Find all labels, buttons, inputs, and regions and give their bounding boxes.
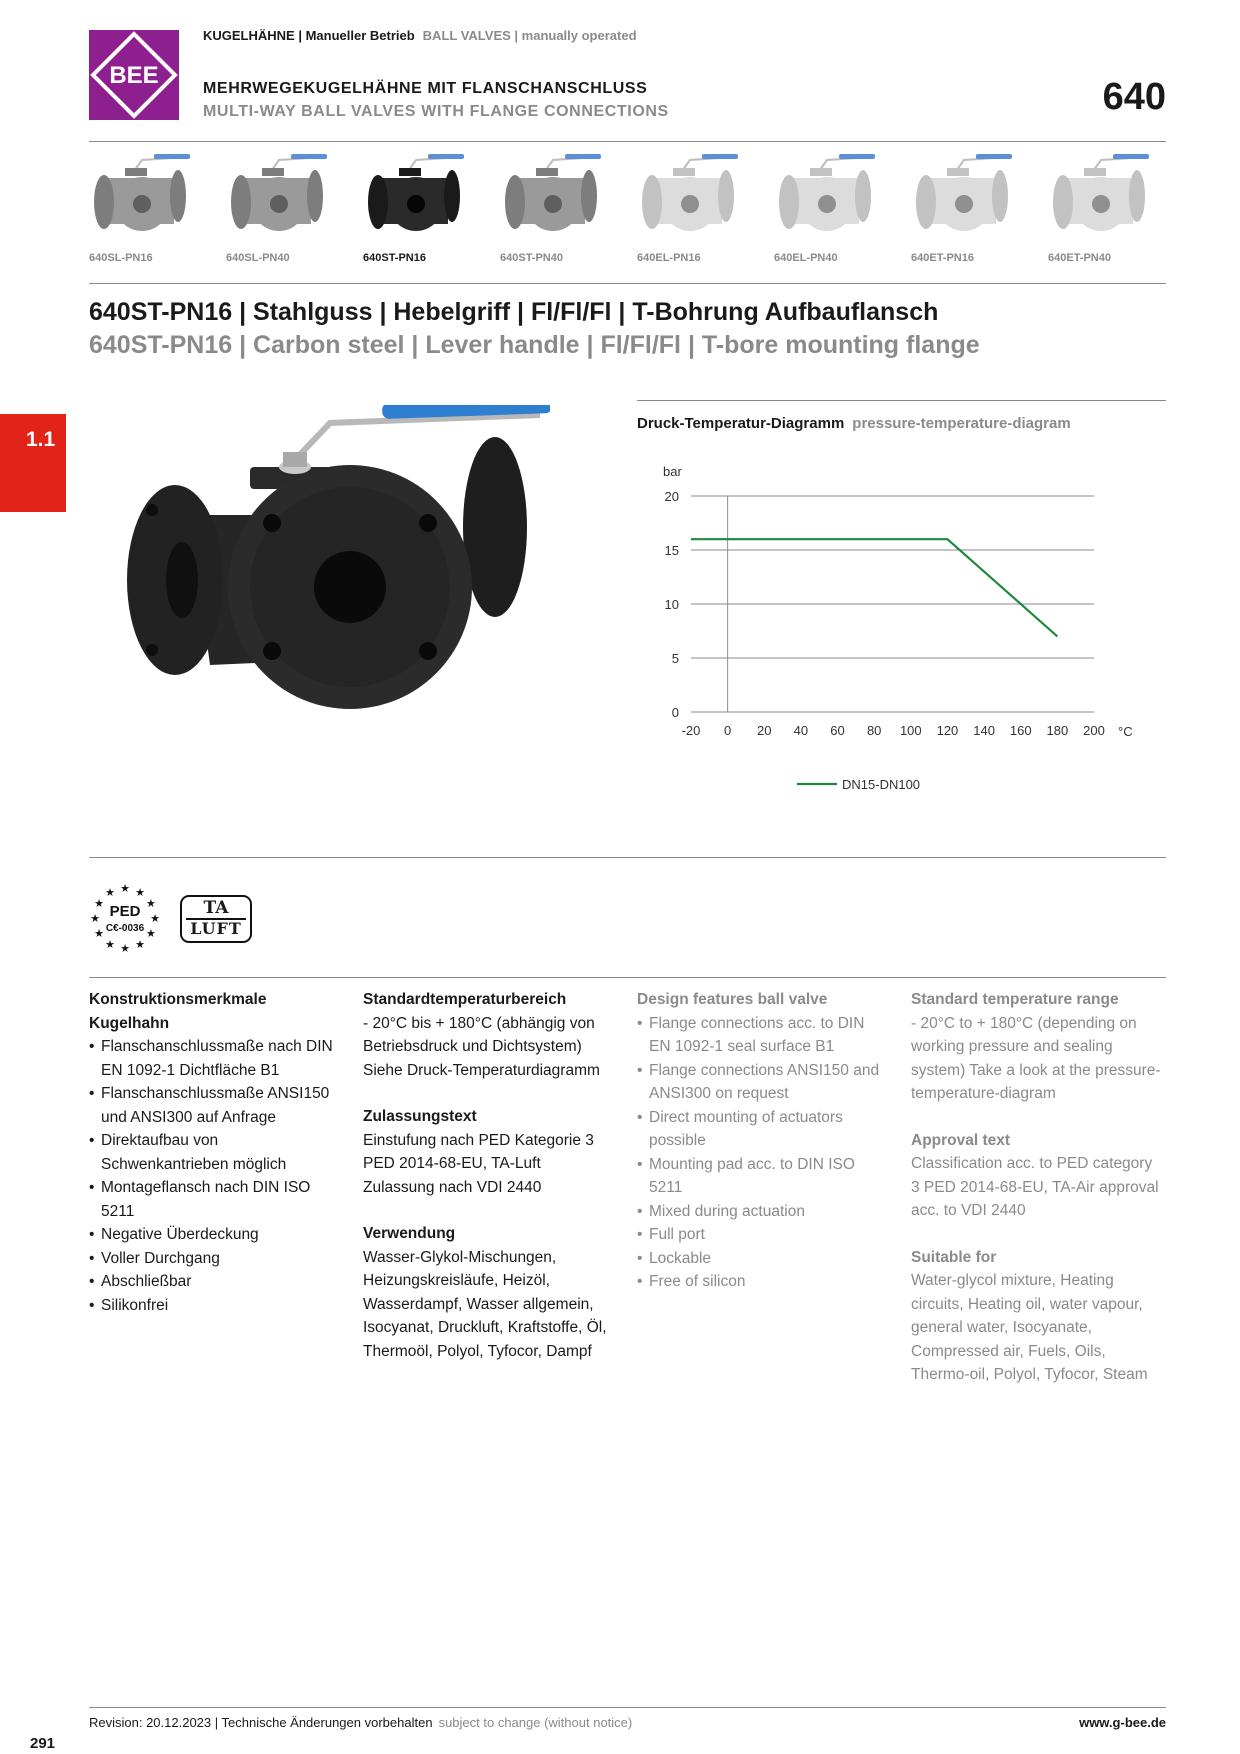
pressure-temperature-chart [637, 455, 1157, 805]
feature-item: • Full port [637, 1223, 889, 1247]
feature-item: • Flange connections ANSI150 and ANSI300 on request [637, 1059, 889, 1106]
temperature-text: - 20°C to + 180°C (depending on working pressure and sealing system) Take a look at the pressure-temperature-diagram [911, 1014, 1161, 1102]
y-tick-label: 20 [664, 489, 679, 504]
column-heading: Suitable for [911, 1248, 997, 1266]
variant-label: 640EL-PN40 [774, 252, 838, 264]
chapter-number: 1.1 [26, 428, 56, 451]
x-tick-label: 180 [1046, 723, 1069, 738]
feature-item: • Voller Durchgang [89, 1247, 341, 1271]
star-icon: ★ [120, 942, 130, 955]
bee-logo [89, 30, 179, 120]
variant-thumbnail[interactable] [637, 152, 757, 272]
variant-label: 640SL-PN16 [89, 252, 153, 264]
column-heading: Verwendung [363, 1225, 456, 1242]
page-number: 291 [30, 1735, 56, 1752]
variant-thumbnail[interactable] [911, 152, 1031, 272]
star-icon: ★ [94, 897, 104, 910]
star-icon: ★ [105, 937, 115, 951]
star-icon: ★ [90, 912, 100, 925]
column-heading: Approval text [911, 1131, 1011, 1149]
details-en [911, 988, 1163, 1387]
temperature-text: - 20°C bis + 180°C (abhängig von Betriebsdruck und Dichtsystem) Siehe Druck-Temperaturdiagramm [363, 1014, 600, 1079]
divider [89, 141, 1166, 142]
section-title-de: MEHRWEGEKUGELHÄHNE MIT FLANSCHANSCHLUSS [203, 80, 648, 97]
valve-thumbnail-image [640, 152, 740, 242]
column-heading: Standard temperature range [911, 991, 1119, 1008]
y-tick-label: 5 [671, 651, 679, 666]
feature-item: • Direktaufbau von Schwenkantrieben möglich [89, 1129, 341, 1176]
chart-title-de: Druck-Temperatur-Diagramm [637, 415, 845, 432]
revision-de: Revision: 20.12.2023 | Technische Änderungen vorbehalten [89, 1715, 433, 1730]
chart-title [637, 415, 1071, 432]
column-heading: Design features ball valve [637, 991, 828, 1008]
design-features-de [89, 988, 341, 1317]
x-tick-label: 0 [724, 723, 732, 738]
variant-label: 640ET-PN16 [911, 252, 974, 264]
x-unit-label: °C [1118, 724, 1133, 739]
product-title-en: 640ST-PN16 | Carbon steel | Lever handle | Fl/Fl/Fl | T-bore mounting flange [89, 331, 980, 359]
variant-thumbnail[interactable] [226, 152, 346, 272]
revision-en: subject to change (without notice) [438, 1715, 633, 1730]
valve-thumbnail-image [366, 152, 466, 242]
valve-thumbnail-image [914, 152, 1014, 242]
ped-badge [89, 880, 169, 956]
category-de: KUGELHÄHNE | Manueller Betrieb [203, 28, 415, 43]
star-icon: ★ [146, 897, 156, 910]
variant-label: 640ET-PN40 [1048, 252, 1111, 264]
valve-thumbnail-image [777, 152, 877, 242]
variant-label: 640ST-PN16 [363, 252, 426, 264]
x-tick-label: -20 [681, 723, 701, 738]
valve-thumbnail-image [229, 152, 329, 242]
svg-text:C€-0036: C€-0036 [105, 923, 145, 934]
approval-text: Einstufung nach PED Kategorie 3 PED 2014-68-EU, TA-Luft Zulassung nach VDI 2440 [363, 1131, 594, 1196]
y-tick-label: 10 [664, 597, 679, 612]
star-icon: ★ [150, 912, 160, 925]
product-code: 640 [1102, 76, 1166, 118]
feature-item: • Free of silicon [637, 1270, 889, 1294]
category-line [203, 28, 637, 43]
variant-label: 640SL-PN40 [226, 252, 290, 264]
star-icon: ★ [135, 886, 145, 900]
svg-text:BEE: BEE [109, 62, 159, 89]
feature-list [637, 1012, 889, 1294]
usage-text: Water-glycol mixture, Heating circuits, Heating oil, water vapour, general water, Isocyanate, Compressed air, Fuels, Oils, Thermo-oil, Polyol, Tyfocor, Steam [911, 1272, 1148, 1383]
star-icon: ★ [105, 886, 115, 900]
feature-item: • Montageflansch nach DIN ISO 5211 [89, 1176, 341, 1223]
divider [89, 1707, 1166, 1708]
x-tick-label: 120 [936, 723, 959, 738]
feature-item: • Flanschanschlussmaße nach DIN EN 1092-1 Dichtfläche B1 [89, 1035, 341, 1082]
variant-thumbnail[interactable] [363, 152, 483, 272]
feature-item: • Flanschanschlussmaße ANSI150 und ANSI300 auf Anfrage [89, 1082, 341, 1129]
chart-title-en: pressure-temperature-diagram [852, 415, 1071, 432]
feature-item: • Lockable [637, 1247, 889, 1271]
website-link[interactable]: www.g-bee.de [1079, 1715, 1166, 1730]
ta-badge-line2: LUFT [186, 918, 246, 938]
series-line [691, 539, 1057, 636]
variant-thumbnail[interactable] [1048, 152, 1168, 272]
legend-label: DN15-DN100 [842, 777, 921, 792]
variant-thumbnail[interactable] [89, 152, 209, 272]
variant-label: 640ST-PN40 [500, 252, 563, 264]
feature-item: • Silikonfrei [89, 1294, 341, 1318]
feature-list [89, 1035, 341, 1317]
product-image [120, 405, 550, 745]
feature-item: • Mixed during actuation [637, 1200, 889, 1224]
feature-item: • Flange connections acc. to DIN EN 1092-1 seal surface B1 [637, 1012, 889, 1059]
chapter-tab [0, 414, 66, 512]
details-de [363, 988, 615, 1363]
feature-item: • Negative Überdeckung [89, 1223, 341, 1247]
design-features-en [637, 988, 889, 1294]
x-tick-label: 100 [899, 723, 922, 738]
star-icon: ★ [146, 927, 156, 940]
variant-thumbnail[interactable] [500, 152, 620, 272]
y-unit-label: bar [663, 464, 682, 479]
x-tick-label: 40 [793, 723, 809, 738]
feature-item: • Direct mounting of actuators possible [637, 1106, 889, 1153]
divider [89, 857, 1166, 858]
star-icon: ★ [135, 937, 145, 951]
y-tick-label: 15 [664, 543, 679, 558]
star-icon: ★ [94, 927, 104, 940]
variant-label: 640EL-PN16 [637, 252, 701, 264]
x-tick-label: 60 [830, 723, 845, 738]
product-title-de: 640ST-PN16 | Stahlguss | Hebelgriff | Fl/Fl/Fl | T-Bohrung Aufbauflansch [89, 298, 939, 326]
svg-text:PED: PED [109, 903, 141, 920]
x-tick-label: 140 [973, 723, 995, 738]
x-tick-label: 80 [866, 723, 882, 738]
revision-note [89, 1715, 632, 1730]
y-tick-label: 0 [671, 705, 679, 720]
section-title-en: MULTI-WAY BALL VALVES WITH FLANGE CONNECTIONS [203, 103, 669, 120]
x-tick-label: 20 [757, 723, 772, 738]
feature-item: • Abschließbar [89, 1270, 341, 1294]
category-en: BALL VALVES | manually operated [422, 28, 637, 43]
feature-item: • Mounting pad acc. to DIN ISO 5211 [637, 1153, 889, 1200]
variant-thumbnail[interactable] [774, 152, 894, 272]
column-heading: Standardtemperaturbereich [363, 991, 567, 1008]
valve-thumbnail-image [503, 152, 603, 242]
divider [89, 283, 1166, 284]
divider [637, 400, 1166, 401]
ta-badge-line1: TA [203, 898, 229, 918]
valve-thumbnail-image [92, 152, 192, 242]
ta-luft-badge [180, 895, 252, 943]
divider [89, 977, 1166, 978]
x-tick-label: 200 [1083, 723, 1105, 738]
column-heading: Zulassungstext [363, 1108, 477, 1125]
column-heading: Konstruktionsmerkmale Kugelhahn [89, 991, 267, 1032]
x-tick-label: 160 [1009, 723, 1032, 738]
star-icon: ★ [120, 882, 130, 895]
valve-thumbnail-image [1051, 152, 1151, 242]
approval-text: Classification acc. to PED category 3 PED 2014-68-EU, TA-Air approval acc. to VDI 2440 [911, 1155, 1159, 1219]
usage-text: Wasser-Glykol-Mischungen, Heizungskreisläufe, Heizöl, Wasserdampf, Wasser allgemein, Isocyanat, Druckluft, Kraftstoffe, Öl, Thermoöl, Polyol, Tyfocor, Dampf [363, 1248, 607, 1360]
